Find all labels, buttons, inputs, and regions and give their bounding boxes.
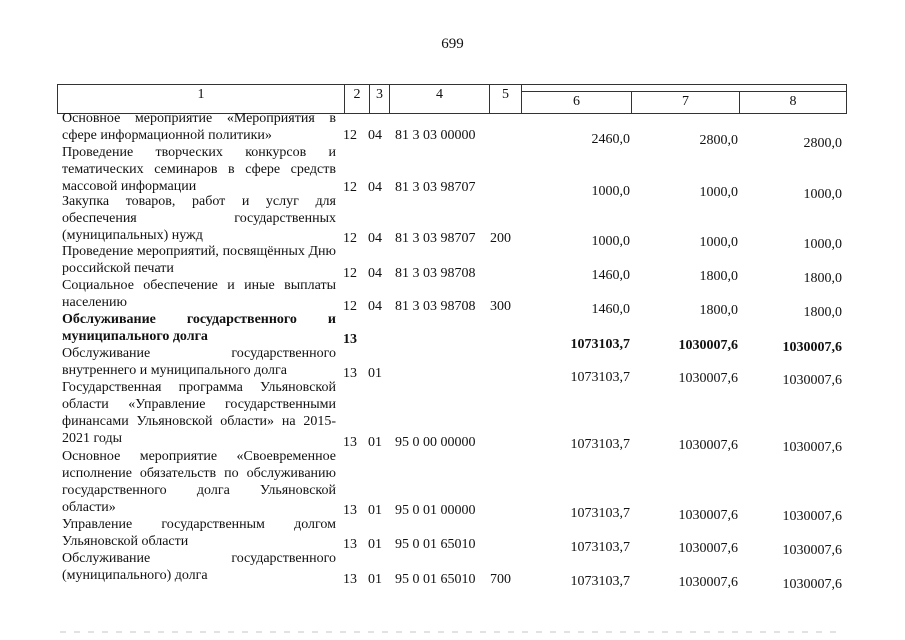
cell-amount-6: 1073103,7 xyxy=(570,370,630,385)
cell-subsection: 01 xyxy=(368,537,382,552)
row-description: Управление государственным долгом Ульяновской области xyxy=(62,517,336,549)
cell-amount-6: 2460,0 xyxy=(591,132,630,147)
cell-amount-8: 1030007,6 xyxy=(782,509,842,524)
cell-target-code: 81 3 03 98708 xyxy=(395,299,476,314)
cell-amount-7: 1030007,6 xyxy=(678,338,738,353)
header-col-3: 3 xyxy=(370,85,390,113)
cell-amount-8: 1000,0 xyxy=(803,237,842,252)
cell-amount-8: 1030007,6 xyxy=(782,440,842,455)
cell-target-code: 81 3 03 98707 xyxy=(395,180,476,195)
cell-section: 12 xyxy=(343,299,357,314)
cell-section: 13 xyxy=(343,572,357,587)
cell-amount-6: 1000,0 xyxy=(591,184,630,199)
cell-section: 13 xyxy=(343,435,357,450)
header-col-5: 5 xyxy=(490,85,522,113)
cell-section: 13 xyxy=(343,366,357,381)
cell-amount-6: 1073103,7 xyxy=(570,337,630,352)
cell-target-code: 81 3 03 98708 xyxy=(395,266,476,281)
cell-amount-7: 1030007,6 xyxy=(678,438,738,453)
cell-amount-8: 1800,0 xyxy=(803,271,842,286)
cell-target-code: 81 3 03 00000 xyxy=(395,128,476,143)
header-col-7: 7 xyxy=(632,91,740,113)
header-col-2: 2 xyxy=(345,85,370,113)
cell-subsection: 04 xyxy=(368,266,382,281)
cell-amount-7: 1030007,6 xyxy=(678,508,738,523)
cell-target-code: 95 0 01 65010 xyxy=(395,537,476,552)
cell-amount-7: 1800,0 xyxy=(699,269,738,284)
row-description: Основное мероприятие «Своевременное исполнение обязательств по обслуживанию государственного долга Ульяновской области» xyxy=(62,449,336,515)
cell-target-code: 81 3 03 98707 xyxy=(395,231,476,246)
cell-amount-6: 1460,0 xyxy=(591,268,630,283)
cell-section: 13 xyxy=(343,503,357,518)
cell-amount-8: 1030007,6 xyxy=(782,577,842,592)
cell-target-code: 95 0 01 00000 xyxy=(395,503,476,518)
row-description: Закупка товаров, работ и услуг для обеспечения государственных (муниципальных) нужд xyxy=(62,194,336,243)
cell-section: 12 xyxy=(343,128,357,143)
cell-amount-6: 1000,0 xyxy=(591,234,630,249)
cell-subsection: 04 xyxy=(368,180,382,195)
row-description: Обслуживание государственного (муниципального) долга xyxy=(62,551,336,583)
row-description: Обслуживание государственного и муниципального долга xyxy=(62,312,336,344)
cell-amount-7: 1000,0 xyxy=(699,235,738,250)
cell-amount-6: 1073103,7 xyxy=(570,540,630,555)
row-description: Социальное обеспечение и иные выплаты населению xyxy=(62,278,336,310)
cell-section: 12 xyxy=(343,180,357,195)
cell-amount-8: 1030007,6 xyxy=(782,373,842,388)
cell-subsection: 04 xyxy=(368,128,382,143)
cell-amount-8: 2800,0 xyxy=(803,136,842,151)
cell-amount-7: 1030007,6 xyxy=(678,575,738,590)
cell-subsection: 01 xyxy=(368,435,382,450)
cell-amount-6: 1073103,7 xyxy=(570,574,630,589)
cell-target-code: 95 0 01 65010 xyxy=(395,572,476,587)
row-description: Обслуживание государственного внутреннего и муниципального долга xyxy=(62,346,336,378)
cell-amount-6: 1073103,7 xyxy=(570,437,630,452)
cell-subsection: 04 xyxy=(368,231,382,246)
cell-amount-8: 1000,0 xyxy=(803,187,842,202)
header-col-4: 4 xyxy=(390,85,490,113)
cell-subsection: 01 xyxy=(368,572,382,587)
cell-section: 13 xyxy=(343,332,357,347)
scan-artifact-line xyxy=(60,631,840,633)
cell-amount-7: 1030007,6 xyxy=(678,371,738,386)
cell-expense-type: 200 xyxy=(490,231,511,246)
row-description: Проведение творческих конкурсов и тематических семинаров в сфере средств массовой информации xyxy=(62,145,336,194)
cell-subsection: 01 xyxy=(368,503,382,518)
cell-amount-8: 1030007,6 xyxy=(782,340,842,355)
cell-target-code: 95 0 00 00000 xyxy=(395,435,476,450)
cell-subsection: 01 xyxy=(368,366,382,381)
cell-subsection: 04 xyxy=(368,299,382,314)
cell-amount-7: 1030007,6 xyxy=(678,541,738,556)
cell-section: 12 xyxy=(343,231,357,246)
row-description: Основное мероприятие «Мероприятия в сфере информационной политики» xyxy=(62,111,336,143)
row-description: Проведение мероприятий, посвящённых Дню российской печати xyxy=(62,244,336,276)
cell-expense-type: 300 xyxy=(490,299,511,314)
cell-section: 13 xyxy=(343,537,357,552)
header-col-6: 6 xyxy=(522,91,632,113)
header-col-8: 8 xyxy=(740,91,846,113)
cell-amount-6: 1460,0 xyxy=(591,302,630,317)
cell-amount-6: 1073103,7 xyxy=(570,506,630,521)
cell-amount-7: 1000,0 xyxy=(699,185,738,200)
cell-amount-8: 1800,0 xyxy=(803,305,842,320)
cell-expense-type: 700 xyxy=(490,572,511,587)
row-description: Государственная программа Ульяновской области «Управление государственными финансами Ульяновской области» на 2015-2021 годы xyxy=(62,380,336,446)
cell-section: 12 xyxy=(343,266,357,281)
cell-amount-8: 1030007,6 xyxy=(782,543,842,558)
header-col-1: 1 xyxy=(58,85,345,113)
cell-amount-7: 2800,0 xyxy=(699,133,738,148)
page-number: 699 xyxy=(441,36,464,52)
cell-amount-7: 1800,0 xyxy=(699,303,738,318)
